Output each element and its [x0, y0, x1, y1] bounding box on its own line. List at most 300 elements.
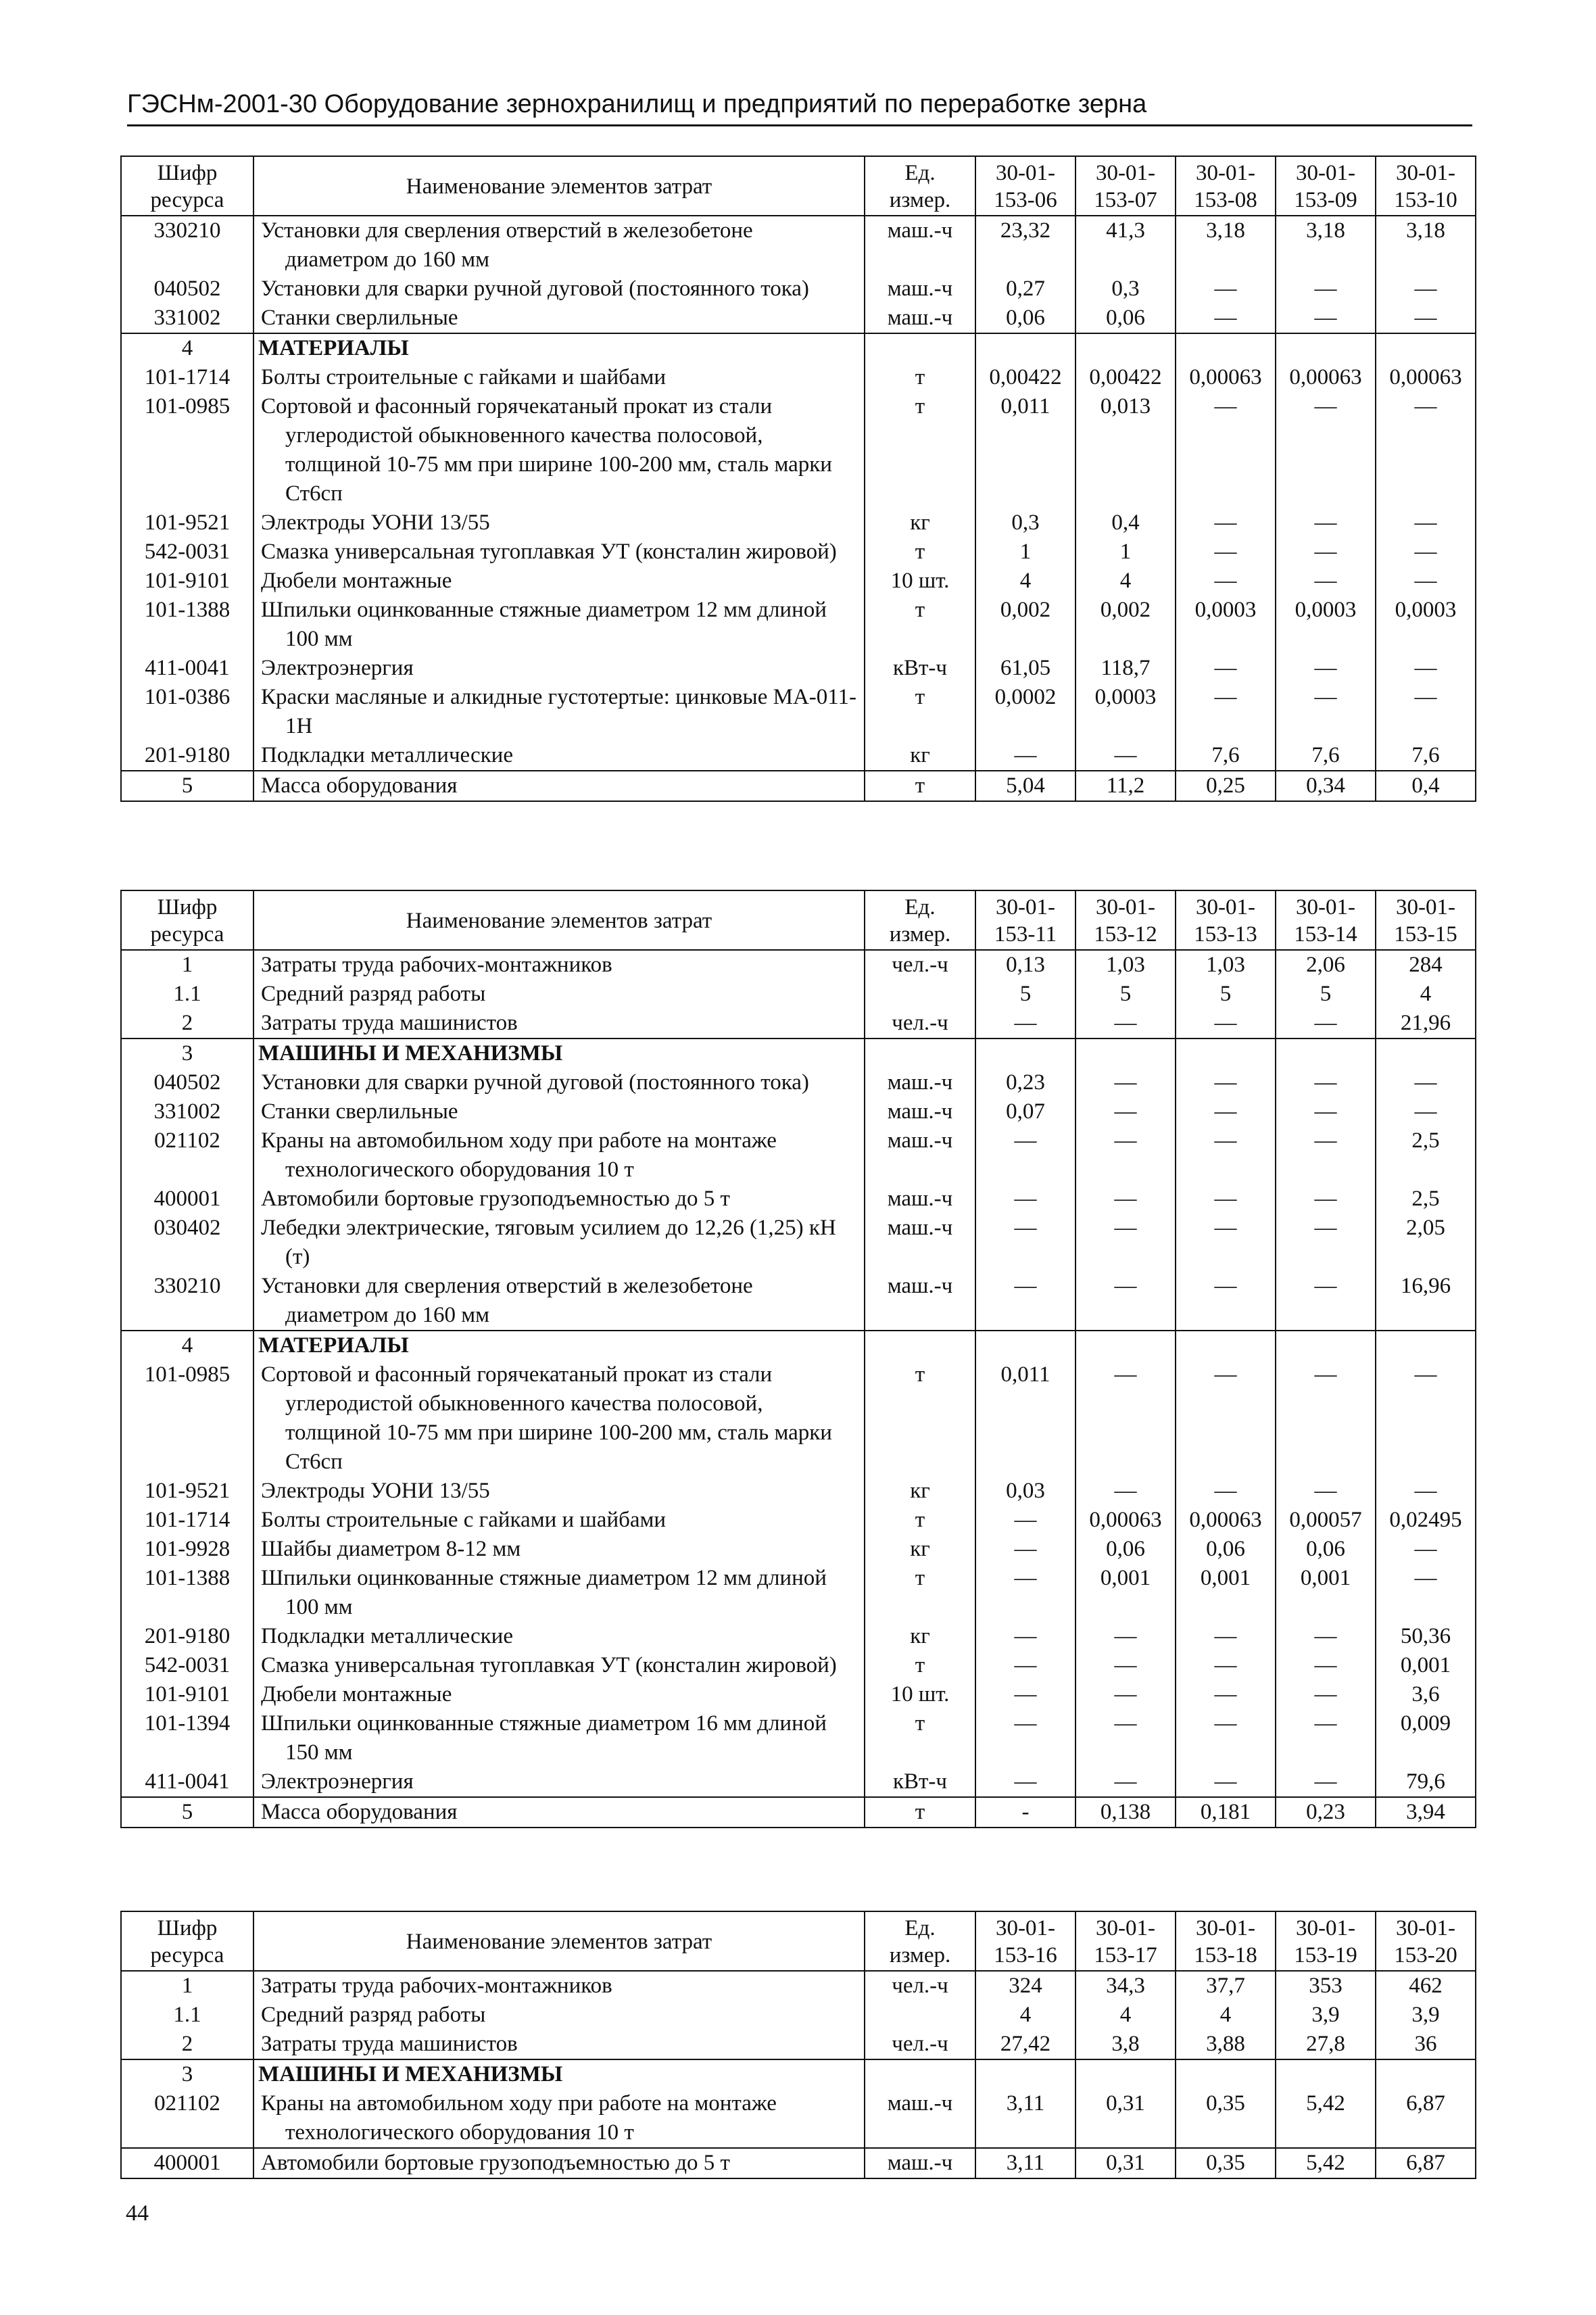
resource-name: Шпильки оцинкованные стяжные диаметром 12 мм длиной 100 мм: [253, 1564, 865, 1622]
norm-value: [1276, 2059, 1376, 2089]
norm-value: 3,9: [1276, 2001, 1376, 2030]
norm-value: 0,3: [1075, 275, 1176, 304]
norm-code-line-2: 153-20: [1394, 1943, 1457, 1967]
norm-value: —: [1376, 508, 1476, 538]
resource-code: 101-9101: [121, 567, 253, 596]
norm-value: 0,07: [975, 1097, 1075, 1126]
norm-value: —: [1276, 567, 1376, 596]
column-header-unit: [865, 890, 975, 950]
norm-value: 3,88: [1176, 2030, 1276, 2059]
norm-value: 3,94: [1376, 1797, 1476, 1828]
norm-code-line-1: 30-01-: [1396, 161, 1455, 185]
resource-name: Затраты труда рабочих-монтажников: [253, 950, 865, 980]
resource-name: Электроды УОНИ 13/55: [253, 508, 865, 538]
table-row: [121, 2089, 1476, 2148]
norm-value: —: [1376, 538, 1476, 567]
table-row: [121, 1709, 1476, 1767]
resource-code: 400001: [121, 1185, 253, 1214]
table-row: [121, 1971, 1476, 2001]
norm-value: —: [1176, 1709, 1276, 1767]
unit-of-measure: т: [865, 1360, 975, 1477]
resource-code: 021102: [121, 1126, 253, 1185]
unit-of-measure: т: [865, 363, 975, 392]
norm-value: 1: [1075, 538, 1176, 567]
norm-value: 27,8: [1276, 2030, 1376, 2059]
norm-value: 1,03: [1075, 950, 1176, 980]
column-header-code: [121, 890, 253, 950]
norm-value: —: [975, 1651, 1075, 1680]
norm-value: 0,001: [1075, 1564, 1176, 1622]
norm-value: —: [1075, 1709, 1176, 1767]
unit-of-measure: т: [865, 1709, 975, 1767]
code-header-line-2: ресурса: [150, 922, 224, 947]
table-row: [121, 1564, 1476, 1622]
norm-value: 0,06: [1075, 1535, 1176, 1564]
norm-code-line-2: 153-18: [1194, 1943, 1257, 1967]
norm-value: —: [1176, 654, 1276, 683]
norm-code-line-2: 153-11: [994, 922, 1057, 947]
column-header-norm-code: [1176, 890, 1276, 950]
resource-name: Болты строительные с гайками и шайбами: [253, 1506, 865, 1535]
norm-value: —: [1276, 392, 1376, 508]
resource-code: 2: [121, 1009, 253, 1039]
norm-code-line-1: 30-01-: [1396, 895, 1455, 920]
resource-code: 331002: [121, 304, 253, 333]
norm-value: —: [1176, 1068, 1276, 1097]
norm-code-line-1: 30-01-: [1096, 1916, 1155, 1940]
table-row: [121, 771, 1476, 801]
norm-value: —: [975, 1564, 1075, 1622]
table-row: [121, 1506, 1476, 1535]
unit-of-measure: маш.-ч: [865, 1097, 975, 1126]
resource-name: Шайбы диаметром 8-12 мм: [253, 1535, 865, 1564]
resource-name: Лебедки электрические, тяговым усилием до 12,26 (1,25) кН (т): [253, 1214, 865, 1272]
unit-of-measure: чел.-ч: [865, 1009, 975, 1039]
column-header-norm-code: [1276, 890, 1376, 950]
norm-value: 50,36: [1376, 1622, 1476, 1651]
norm-value: —: [1075, 741, 1176, 771]
unit-of-measure: маш.-ч: [865, 1185, 975, 1214]
resource-name: Средний разряд работы: [253, 2001, 865, 2030]
resource-code: 5: [121, 1797, 253, 1828]
norm-code-line-2: 153-06: [994, 188, 1057, 212]
norm-value: —: [1075, 1651, 1176, 1680]
norm-value: —: [1276, 1622, 1376, 1651]
section-row: [121, 333, 1476, 363]
norm-value: —: [1075, 1185, 1176, 1214]
resource-name: Станки сверлильные: [253, 1097, 865, 1126]
norm-code-line-1: 30-01-: [1396, 1916, 1455, 1940]
unit-of-measure: маш.-ч: [865, 1126, 975, 1185]
norm-value: —: [1176, 1214, 1276, 1272]
norm-value: 4: [975, 567, 1075, 596]
norm-value: —: [1376, 1477, 1476, 1506]
resource-code: 4: [121, 333, 253, 363]
norm-value: 0,00063: [1376, 363, 1476, 392]
norm-code-line-2: 153-10: [1394, 188, 1457, 212]
norm-value: [1376, 1039, 1476, 1068]
section-row: [121, 1331, 1476, 1360]
resource-name: Затраты труда машинистов: [253, 1009, 865, 1039]
norm-value: 0,06: [1075, 304, 1176, 333]
norm-value: —: [1075, 1214, 1176, 1272]
table-row: [121, 363, 1476, 392]
norm-value: 3,18: [1176, 216, 1276, 275]
resource-code: 030402: [121, 1214, 253, 1272]
norm-value: [1376, 1331, 1476, 1360]
norm-value: 7,6: [1176, 741, 1276, 771]
unit-of-measure: т: [865, 683, 975, 741]
norm-value: 0,13: [975, 950, 1075, 980]
norm-value: —: [1176, 1680, 1276, 1709]
norm-value: 0,181: [1176, 1797, 1276, 1828]
column-header-unit: [865, 156, 975, 216]
norm-value: —: [1075, 1126, 1176, 1185]
norm-code-line-2: 153-16: [994, 1943, 1057, 1967]
norm-value: 2,05: [1376, 1214, 1476, 1272]
norm-value: —: [975, 1506, 1075, 1535]
unit-of-measure: маш.-ч: [865, 304, 975, 333]
norm-table-1: [120, 156, 1476, 802]
norm-value: 5: [1176, 980, 1276, 1009]
table-row: [121, 980, 1476, 1009]
resource-code: 101-1714: [121, 1506, 253, 1535]
norm-value: 0,00063: [1075, 1506, 1176, 1535]
norm-value: —: [1376, 683, 1476, 741]
table-row: [121, 1185, 1476, 1214]
norm-code-line-1: 30-01-: [996, 161, 1055, 185]
norm-value: 79,6: [1376, 1767, 1476, 1797]
resource-code: 021102: [121, 2089, 253, 2148]
norm-value: —: [1276, 1477, 1376, 1506]
norm-code-line-1: 30-01-: [996, 1916, 1055, 1940]
norm-value: 41,3: [1075, 216, 1176, 275]
norm-value: 0,001: [1376, 1651, 1476, 1680]
norm-value: 1: [975, 538, 1075, 567]
norm-code-line-2: 153-12: [1094, 922, 1157, 947]
norm-value: 3,11: [975, 2148, 1075, 2178]
norm-value: 0,0003: [1376, 596, 1476, 654]
unit-of-measure: т: [865, 1651, 975, 1680]
norm-value: —: [975, 1535, 1075, 1564]
norm-value: 4: [1075, 567, 1176, 596]
norm-value: 0,002: [975, 596, 1075, 654]
norm-value: 4: [1376, 980, 1476, 1009]
resource-code: 1.1: [121, 980, 253, 1009]
norm-value: 0,02495: [1376, 1506, 1476, 1535]
norm-value: —: [1075, 1767, 1176, 1797]
unit-header-line-1: Ед.: [904, 161, 936, 185]
table-row: [121, 654, 1476, 683]
norm-value: 0,00063: [1176, 1506, 1276, 1535]
norm-value: [1276, 333, 1376, 363]
norm-value: —: [1276, 1214, 1376, 1272]
norm-value: —: [1376, 1097, 1476, 1126]
norm-value: [1075, 2059, 1176, 2089]
table-row: [121, 1097, 1476, 1126]
unit-header-line-2: измер.: [889, 922, 951, 947]
norm-value: 36: [1376, 2030, 1476, 2059]
norm-value: [975, 333, 1075, 363]
resource-code: 101-1388: [121, 596, 253, 654]
norm-value: 2,06: [1276, 950, 1376, 980]
norm-value: —: [1176, 1009, 1276, 1039]
norm-value: 0,27: [975, 275, 1075, 304]
resource-code: 1: [121, 1971, 253, 2001]
unit-of-measure: кг: [865, 1535, 975, 1564]
column-header-code: [121, 156, 253, 216]
column-header-norm-code: [975, 890, 1075, 950]
norm-value: [1075, 1331, 1176, 1360]
norm-value: 4: [1176, 2001, 1276, 2030]
norm-value: 3,11: [975, 2089, 1075, 2148]
table-row: [121, 2001, 1476, 2030]
unit-of-measure: [865, 2001, 975, 2030]
norm-value: —: [1276, 1126, 1376, 1185]
norm-table-3: [120, 1911, 1476, 2179]
norm-value: 11,2: [1075, 771, 1176, 801]
resource-code: 101-1714: [121, 363, 253, 392]
norm-value: —: [975, 1767, 1075, 1797]
column-header-norm-code: [1176, 1911, 1276, 1971]
table-row: [121, 538, 1476, 567]
code-header-line-1: Шифр: [157, 895, 218, 920]
norm-value: 3,9: [1376, 2001, 1476, 2030]
norm-value: [1276, 1331, 1376, 1360]
norm-value: 0,0002: [975, 683, 1075, 741]
norm-code-line-2: 153-14: [1294, 922, 1357, 947]
norm-value: —: [975, 1709, 1075, 1767]
page-number: 44: [126, 2201, 149, 2226]
unit-of-measure: маш.-ч: [865, 1214, 975, 1272]
norm-value: —: [1176, 1477, 1276, 1506]
resource-name: Сортовой и фасонный горячекатаный прокат из стали углеродистой обыкновенного качества полосовой, толщиной 10-75 мм при ширине 100-200 мм, сталь марки Ст6сп: [253, 1360, 865, 1477]
resource-code: 101-0386: [121, 683, 253, 741]
norm-value: 2,5: [1376, 1185, 1476, 1214]
norm-value: 61,05: [975, 654, 1075, 683]
table-row: [121, 216, 1476, 275]
page-header: ГЭСНм-2001-30 Оборудование зернохранилищ и предприятий по переработке зерна: [127, 88, 1472, 126]
norm-value: —: [1176, 1360, 1276, 1477]
unit-of-measure: [865, 1331, 975, 1360]
norm-value: —: [1376, 1360, 1476, 1477]
unit-of-measure: [865, 980, 975, 1009]
unit-of-measure: кг: [865, 741, 975, 771]
norm-value: 353: [1276, 1971, 1376, 2001]
resource-code: 1.1: [121, 2001, 253, 2030]
norm-value: [1176, 1331, 1276, 1360]
resource-code: 101-0985: [121, 392, 253, 508]
norm-value: —: [1276, 275, 1376, 304]
norm-value: —: [1075, 1622, 1176, 1651]
norm-value: —: [1276, 654, 1376, 683]
norm-value: 0,00422: [975, 363, 1075, 392]
norm-value: —: [1276, 508, 1376, 538]
norm-value: 0,31: [1075, 2089, 1176, 2148]
resource-name: Шпильки оцинкованные стяжные диаметром 12 мм длиной 100 мм: [253, 596, 865, 654]
norm-value: —: [1075, 1680, 1176, 1709]
resource-code: 331002: [121, 1097, 253, 1126]
norm-value: 284: [1376, 950, 1476, 980]
resource-name: Подкладки металлические: [253, 741, 865, 771]
norm-value: 0,138: [1075, 1797, 1176, 1828]
norm-value: 0,00063: [1176, 363, 1276, 392]
norm-value: —: [975, 1214, 1075, 1272]
unit-of-measure: маш.-ч: [865, 2089, 975, 2148]
norm-value: 324: [975, 1971, 1075, 2001]
header-row: [121, 890, 1476, 950]
norm-value: 23,32: [975, 216, 1075, 275]
table-row: [121, 1009, 1476, 1039]
norm-value: 3,8: [1075, 2030, 1176, 2059]
norm-code-line-2: 153-09: [1294, 188, 1357, 212]
column-header-norm-code: [975, 1911, 1075, 1971]
resource-name: Электроэнергия: [253, 654, 865, 683]
unit-of-measure: т: [865, 1564, 975, 1622]
norm-code-line-2: 153-08: [1194, 188, 1257, 212]
resource-name: Краски масляные и алкидные густотертые: цинковые МА-011-1Н: [253, 683, 865, 741]
resource-code: 330210: [121, 1272, 253, 1331]
section-row: [121, 2059, 1476, 2089]
norm-value: 2,5: [1376, 1126, 1476, 1185]
norm-value: —: [1176, 1622, 1276, 1651]
table-row: [121, 1360, 1476, 1477]
norm-value: 0,06: [1176, 1535, 1276, 1564]
norm-value: 0,013: [1075, 392, 1176, 508]
norm-code-line-1: 30-01-: [1096, 895, 1155, 920]
norm-value: —: [1075, 1477, 1176, 1506]
norm-value: —: [1176, 1097, 1276, 1126]
norm-value: 0,06: [975, 304, 1075, 333]
norm-code-line-2: 153-17: [1094, 1943, 1157, 1967]
resource-name: МАТЕРИАЛЫ: [253, 1331, 865, 1360]
norm-value: —: [1376, 392, 1476, 508]
norm-value: 3,18: [1276, 216, 1376, 275]
norm-value: [1276, 1039, 1376, 1068]
table-row: [121, 1272, 1476, 1331]
column-header-name: Наименование элементов затрат: [253, 1911, 865, 1971]
code-header-line-2: ресурса: [150, 1943, 224, 1967]
table-row: [121, 2148, 1476, 2178]
norm-value: —: [975, 1126, 1075, 1185]
unit-of-measure: чел.-ч: [865, 950, 975, 980]
norm-value: 37,7: [1176, 1971, 1276, 2001]
column-header-norm-code: [1075, 156, 1176, 216]
norm-value: —: [1176, 683, 1276, 741]
resource-code: 101-9928: [121, 1535, 253, 1564]
resource-name: Электроды УОНИ 13/55: [253, 1477, 865, 1506]
norm-value: —: [1376, 275, 1476, 304]
norm-value: —: [1075, 1097, 1176, 1126]
unit-of-measure: 10 шт.: [865, 567, 975, 596]
norm-value: —: [1176, 304, 1276, 333]
table-row: [121, 741, 1476, 771]
resource-code: 3: [121, 2059, 253, 2089]
resource-code: 2: [121, 2030, 253, 2059]
norm-value: —: [1276, 1185, 1376, 1214]
table-row: [121, 275, 1476, 304]
norm-value: 5: [1075, 980, 1176, 1009]
resource-name: Подкладки металлические: [253, 1622, 865, 1651]
norm-value: [1376, 333, 1476, 363]
resource-name: МАТЕРИАЛЫ: [253, 333, 865, 363]
table-row: [121, 392, 1476, 508]
norm-code-line-1: 30-01-: [1196, 1916, 1255, 1940]
norm-value: 1,03: [1176, 950, 1276, 980]
norm-value: —: [1176, 275, 1276, 304]
norm-value: 0,002: [1075, 596, 1176, 654]
unit-of-measure: 10 шт.: [865, 1680, 975, 1709]
resource-name: Смазка универсальная тугоплавкая УТ (консталин жировой): [253, 1651, 865, 1680]
unit-header-line-2: измер.: [889, 188, 951, 212]
norm-value: —: [1176, 538, 1276, 567]
unit-of-measure: маш.-ч: [865, 1068, 975, 1097]
norm-value: 5: [1276, 980, 1376, 1009]
resource-code: 101-9521: [121, 508, 253, 538]
resource-name: Средний разряд работы: [253, 980, 865, 1009]
resource-code: 3: [121, 1039, 253, 1068]
norm-value: 118,7: [1075, 654, 1176, 683]
norm-value: 0,00057: [1276, 1506, 1376, 1535]
norm-value: —: [1276, 683, 1376, 741]
norm-value: 0,011: [975, 392, 1075, 508]
norm-value: —: [1376, 1068, 1476, 1097]
norm-value: —: [1075, 1068, 1176, 1097]
norm-value: 4: [1075, 2001, 1176, 2030]
resource-code: 040502: [121, 1068, 253, 1097]
resource-name: Автомобили бортовые грузоподъемностью до 5 т: [253, 2148, 865, 2178]
norm-value: —: [975, 1680, 1075, 1709]
column-header-unit: [865, 1911, 975, 1971]
norm-value: —: [1276, 304, 1376, 333]
table-row: [121, 1535, 1476, 1564]
resource-name: Установки для сварки ручной дуговой (постоянного тока): [253, 275, 865, 304]
unit-of-measure: [865, 333, 975, 363]
unit-of-measure: чел.-ч: [865, 2030, 975, 2059]
table-row: [121, 1680, 1476, 1709]
code-header-line-1: Шифр: [157, 1916, 218, 1940]
table-row: [121, 1214, 1476, 1272]
resource-code: 201-9180: [121, 1622, 253, 1651]
norm-value: 0,0003: [1075, 683, 1176, 741]
table-row: [121, 1068, 1476, 1097]
norm-value: —: [1176, 1272, 1276, 1331]
norm-code-line-2: 153-15: [1394, 922, 1457, 947]
unit-header-line-1: Ед.: [904, 1916, 936, 1940]
resource-name: Установки для сварки ручной дуговой (постоянного тока): [253, 1068, 865, 1097]
unit-of-measure: т: [865, 1797, 975, 1828]
norm-value: 4: [975, 2001, 1075, 2030]
norm-value: [1176, 2059, 1276, 2089]
unit-of-measure: маш.-ч: [865, 216, 975, 275]
resource-name: Смазка универсальная тугоплавкая УТ (консталин жировой): [253, 538, 865, 567]
column-header-norm-code: [1276, 156, 1376, 216]
unit-of-measure: [865, 2059, 975, 2089]
norm-code-line-1: 30-01-: [1196, 895, 1255, 920]
norm-value: 7,6: [1376, 741, 1476, 771]
resource-code: 201-9180: [121, 741, 253, 771]
resource-name: Масса оборудования: [253, 1797, 865, 1828]
unit-of-measure: маш.-ч: [865, 1272, 975, 1331]
norm-value: —: [1276, 1680, 1376, 1709]
norm-code-line-2: 153-07: [1094, 188, 1157, 212]
resource-code: 5: [121, 771, 253, 801]
norm-value: 34,3: [1075, 1971, 1176, 2001]
norm-value: [1376, 2059, 1476, 2089]
table-row: [121, 1622, 1476, 1651]
column-header-name: Наименование элементов затрат: [253, 156, 865, 216]
code-header-line-2: ресурса: [150, 188, 224, 212]
